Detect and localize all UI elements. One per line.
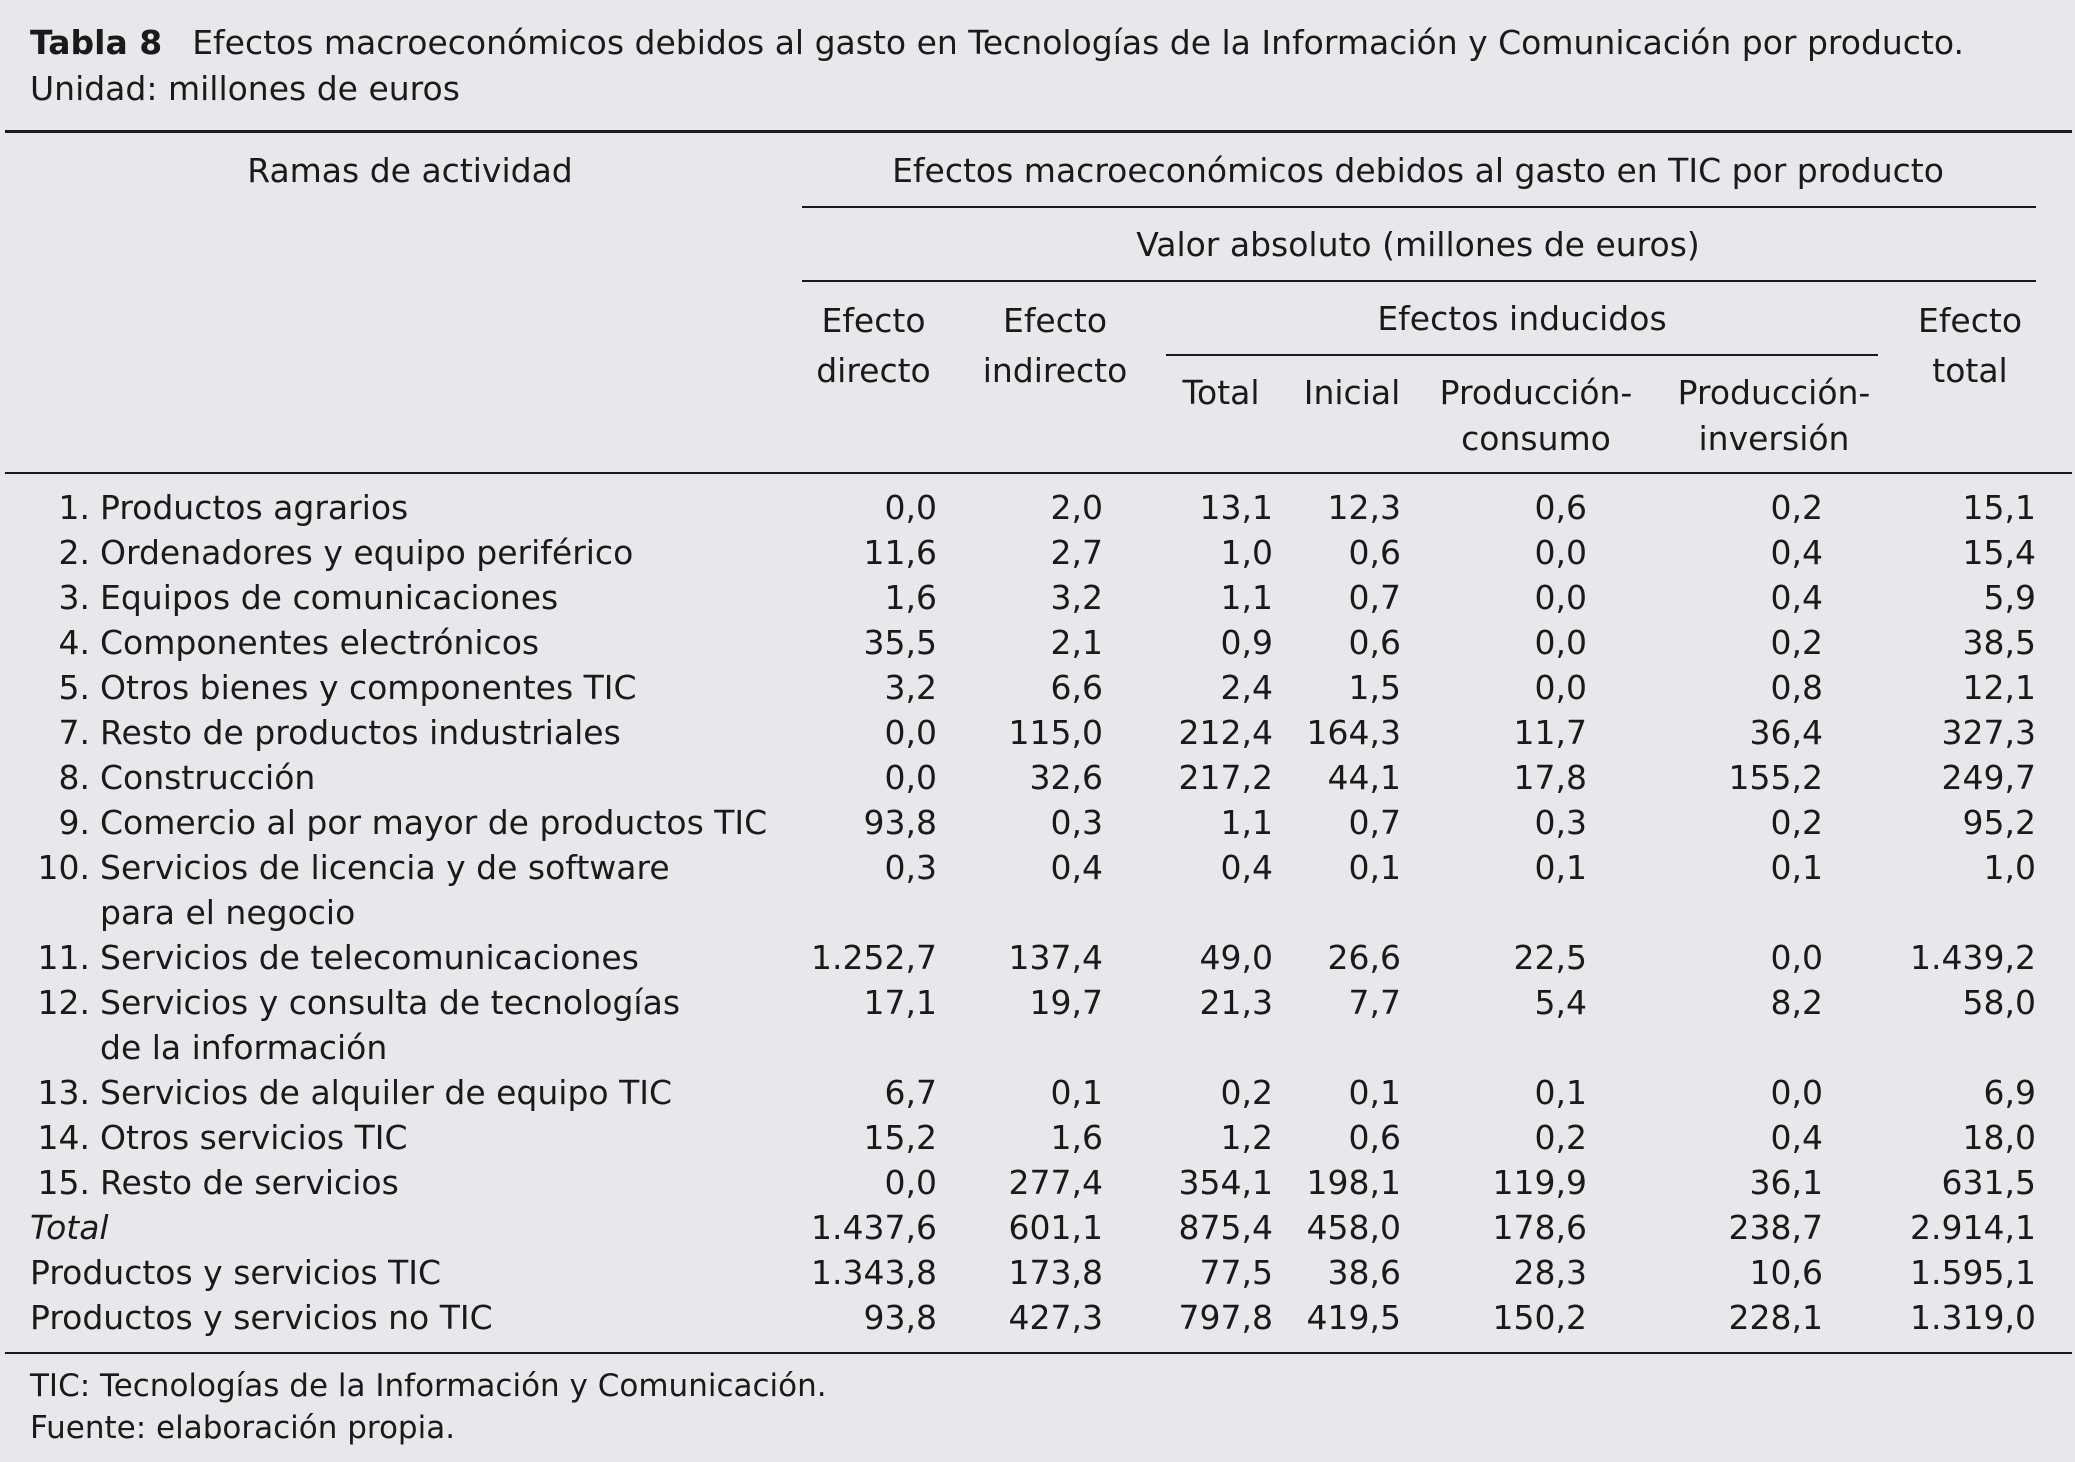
table-cell: 0,1 (1348, 848, 1401, 887)
row-name: Resto de servicios (100, 1163, 399, 1202)
summary-row (0, 1250, 2036, 1295)
row-name: Otros bienes y componentes TIC (100, 668, 637, 707)
table-cell: 5,4 (1534, 983, 1587, 1022)
table-cell: 15,1 (1962, 488, 2036, 527)
table-cell: 93,8 (863, 803, 937, 842)
table-cell: 173,8 (1008, 1253, 1103, 1292)
table-cell: 875,4 (1178, 1208, 1273, 1247)
row-name: Componentes electrónicos (100, 623, 540, 662)
header-inicial: Inicial (1303, 373, 1401, 412)
table-cell: 26,6 (1327, 938, 1401, 977)
table-cell: 15,2 (863, 1118, 937, 1157)
header-efecto-total (1900, 296, 2040, 396)
table-cell: 601,1 (1008, 1208, 1103, 1247)
row-label (0, 980, 800, 1070)
table-cell: 1,0 (1983, 848, 2036, 887)
table-cell: 0,1 (1534, 848, 1587, 887)
table-cell: 0,4 (1050, 848, 1103, 887)
table-label: Tabla 8 (30, 23, 163, 62)
table-cell: 1,6 (884, 578, 937, 617)
row-name: Total (30, 1208, 109, 1247)
table-row (0, 1160, 2036, 1205)
table-cell: 155,2 (1728, 758, 1823, 797)
table-cell: 0,2 (1770, 803, 1823, 842)
header-ramas-de-actividad: Ramas de actividad (247, 151, 573, 190)
row-label (0, 620, 800, 665)
table-cell: 2,4 (1220, 668, 1273, 707)
table-cell: 0,0 (1534, 623, 1587, 662)
table-cell: 0,3 (884, 848, 937, 887)
row-number: 13. (37, 1073, 90, 1112)
table-cell: 12,3 (1327, 488, 1401, 527)
table-cell: 1,1 (1220, 578, 1273, 617)
row-name: Servicios de alquiler de equipo TIC (100, 1073, 673, 1112)
header-efectos-inducidos: Efectos inducidos (1377, 299, 1667, 338)
row-number: 3. (58, 578, 90, 617)
row-number: 11. (37, 938, 90, 977)
table-cell: 12,1 (1962, 668, 2036, 707)
table-cell: 797,8 (1178, 1298, 1273, 1337)
table-cell: 0,1 (1348, 1073, 1401, 1112)
row-name: Equipos de comunicaciones (100, 578, 559, 617)
table-cell: 0,0 (1534, 668, 1587, 707)
header-efecto-directo-line1: Efecto (821, 301, 926, 340)
table-cell: 3,2 (884, 668, 937, 707)
row-number: 12. (37, 983, 90, 1022)
table-cell: 38,6 (1327, 1253, 1401, 1292)
table-cell: 0,6 (1348, 533, 1401, 572)
header-efecto-indirecto-line2: indirecto (982, 351, 1128, 390)
table-row (0, 1115, 2036, 1160)
table-cell: 427,3 (1008, 1298, 1103, 1337)
table-cell: 419,5 (1306, 1298, 1401, 1337)
header-efecto-directo (805, 296, 942, 396)
row-number: 8. (58, 758, 90, 797)
table-cell: 17,1 (863, 983, 937, 1022)
row-number: 7. (58, 713, 90, 752)
table-row (0, 980, 2036, 1070)
table-cell: 228,1 (1728, 1298, 1823, 1337)
table-cell: 0,4 (1770, 1118, 1823, 1157)
table-unit: Unidad: millones de euros (30, 69, 460, 108)
summary-row (0, 1205, 2036, 1250)
row-label (0, 1160, 800, 1205)
header-bottom-rule (5, 472, 2072, 474)
table-cell: 0,0 (884, 713, 937, 752)
table-cell: 6,6 (1050, 668, 1103, 707)
table-cell: 0,0 (884, 1163, 937, 1202)
table-title: Efectos macroeconómicos debidos al gasto en Tecnologías de la Información y Comunicación por producto. (192, 23, 1964, 62)
table-cell: 1,0 (1220, 533, 1273, 572)
table-cell: 0,0 (1534, 578, 1587, 617)
table-cell: 13,1 (1199, 488, 1273, 527)
subgroup-rule (802, 280, 2036, 282)
table-cell: 137,4 (1008, 938, 1103, 977)
top-rule (5, 130, 2072, 133)
table-cell: 0,3 (1050, 803, 1103, 842)
table-cell: 11,7 (1513, 713, 1587, 752)
row-name: Servicios de telecomunicaciones (100, 938, 639, 977)
table-cell: 11,6 (863, 533, 937, 572)
header-produccion-inversion (1665, 370, 1883, 462)
table-cell: 0,1 (1534, 1073, 1587, 1112)
table-bottom-rule (5, 1352, 2072, 1354)
table-row (0, 620, 2036, 665)
table-cell: 0,4 (1770, 578, 1823, 617)
header-total: Total (1182, 373, 1260, 412)
row-name: Productos y servicios TIC (30, 1253, 442, 1292)
table-cell: 0,3 (1534, 803, 1587, 842)
table-cell: 0,7 (1348, 803, 1401, 842)
table-cell: 1.439,2 (1910, 938, 2036, 977)
table-cell: 0,0 (1770, 1073, 1823, 1112)
table-cell: 1.437,6 (811, 1208, 937, 1247)
table-row (0, 485, 2036, 530)
table-cell: 1.595,1 (1910, 1253, 2036, 1292)
table-cell: 354,1 (1178, 1163, 1273, 1202)
table-cell: 2,0 (1050, 488, 1103, 527)
row-name: Comercio al por mayor de productos TIC (100, 803, 768, 842)
table-cell: 2,7 (1050, 533, 1103, 572)
row-name: Otros servicios TIC (100, 1118, 408, 1157)
row-label (0, 755, 800, 800)
table-cell: 28,3 (1513, 1253, 1587, 1292)
row-name: Servicios de licencia y de software (100, 848, 670, 887)
table-cell: 22,5 (1513, 938, 1587, 977)
row-name: Resto de productos industriales (100, 713, 621, 752)
table-cell: 631,5 (1941, 1163, 2036, 1202)
row-label (0, 800, 800, 845)
header-efecto-indirecto-line1: Efecto (1002, 301, 1108, 340)
header-produccion-consumo (1430, 370, 1642, 462)
row-number: 15. (37, 1163, 90, 1202)
table-cell: 178,6 (1492, 1208, 1587, 1247)
table-cell: 0,7 (1348, 578, 1401, 617)
table-row (0, 1070, 2036, 1115)
table-cell: 95,2 (1962, 803, 2036, 842)
row-number: 14. (37, 1118, 90, 1157)
data-table (0, 485, 2036, 1340)
row-name: Ordenadores y equipo periférico (100, 533, 634, 572)
table-cell: 93,8 (863, 1298, 937, 1337)
table-cell: 327,3 (1941, 713, 2036, 752)
table-cell: 19,7 (1029, 983, 1103, 1022)
row-label (0, 1115, 800, 1160)
table-cell: 164,3 (1306, 713, 1401, 752)
table-cell: 0,2 (1220, 1073, 1273, 1112)
table-cell: 0,4 (1220, 848, 1273, 887)
table-cell: 0,9 (1220, 623, 1273, 662)
row-name: Construcción (100, 758, 316, 797)
row-number: 5. (58, 668, 90, 707)
table-cell: 10,6 (1749, 1253, 1823, 1292)
table-cell: 119,9 (1492, 1163, 1587, 1202)
table-cell: 17,8 (1513, 758, 1587, 797)
table-row (0, 845, 2036, 935)
table-cell: 0,2 (1534, 1118, 1587, 1157)
row-label (0, 575, 800, 620)
table-cell: 1.319,0 (1910, 1298, 2036, 1337)
row-label (0, 665, 800, 710)
footnote-tic: TIC: Tecnologías de la Información y Comunicación. (30, 1368, 827, 1404)
row-label (0, 485, 800, 530)
table-cell: 1,5 (1348, 668, 1401, 707)
table-cell: 77,5 (1199, 1253, 1273, 1292)
footnote-source: Fuente: elaboración propia. (30, 1410, 456, 1446)
table-cell: 35,5 (863, 623, 937, 662)
row-label (0, 1070, 800, 1115)
table-cell: 217,2 (1178, 758, 1273, 797)
table-cell: 0,0 (884, 488, 937, 527)
inducidos-rule (1166, 354, 1878, 356)
table-cell: 150,2 (1492, 1298, 1587, 1337)
table-cell: 49,0 (1199, 938, 1273, 977)
table-cell: 0,2 (1770, 623, 1823, 662)
table-row (0, 665, 2036, 710)
header-group-title: Efectos macroeconómicos debidos al gasto en TIC por producto (892, 151, 1944, 190)
table-cell: 0,0 (1534, 533, 1587, 572)
table-cell: 36,1 (1749, 1163, 1823, 1202)
row-label (0, 1295, 800, 1340)
table-cell: 1.252,7 (811, 938, 937, 977)
header-efecto-total-line1: Efecto (1917, 301, 2023, 340)
row-number: 1. (58, 488, 90, 527)
table-cell: 6,9 (1983, 1073, 2036, 1112)
table-row (0, 800, 2036, 845)
table-cell: 238,7 (1728, 1208, 1823, 1247)
footnotes (30, 1365, 827, 1449)
table-cell: 36,4 (1749, 713, 1823, 752)
table-cell: 6,7 (884, 1073, 937, 1112)
table-caption (30, 20, 1964, 112)
row-number: 10. (37, 848, 90, 887)
row-name: Servicios y consulta de tecnologías (100, 983, 681, 1022)
row-label (0, 530, 800, 575)
table-cell: 0,8 (1770, 668, 1823, 707)
table-cell: 8,2 (1770, 983, 1823, 1022)
table-cell: 0,6 (1348, 623, 1401, 662)
row-name-continuation: de la información (100, 1028, 388, 1067)
table-cell: 2.914,1 (1910, 1208, 2036, 1247)
header-efecto-total-line2: total (1932, 351, 2008, 390)
table-cell: 0,6 (1534, 488, 1587, 527)
table-cell: 1.343,8 (811, 1253, 937, 1292)
row-label (0, 710, 800, 755)
table-cell: 458,0 (1306, 1208, 1401, 1247)
table-cell: 249,7 (1941, 758, 2036, 797)
table-cell: 21,3 (1199, 983, 1273, 1022)
table-row (0, 530, 2036, 575)
table-cell: 1,1 (1220, 803, 1273, 842)
row-label (0, 1205, 800, 1250)
table-cell: 212,4 (1178, 713, 1273, 752)
row-number: 9. (58, 803, 90, 842)
table-cell: 198,1 (1306, 1163, 1401, 1202)
header-efecto-indirecto (960, 296, 1150, 396)
table-cell: 1,6 (1050, 1118, 1103, 1157)
table-cell: 58,0 (1962, 983, 2036, 1022)
table-cell: 32,6 (1029, 758, 1103, 797)
table-cell: 0,1 (1050, 1073, 1103, 1112)
table-cell: 0,6 (1348, 1118, 1401, 1157)
table-cell: 0,0 (1770, 938, 1823, 977)
table-cell: 3,2 (1050, 578, 1103, 617)
header-produccion-inversion-line1: Producción- (1677, 373, 1871, 412)
header-produccion-inversion-line2: inversión (1698, 419, 1850, 458)
row-name-continuation: para el negocio (100, 893, 356, 932)
table-cell: 0,1 (1770, 848, 1823, 887)
header-subgroup-title: Valor absoluto (millones de euros) (1136, 225, 1700, 264)
row-number: 4. (58, 623, 90, 662)
row-name: Productos agrarios (100, 488, 409, 527)
row-label (0, 935, 800, 980)
row-number: 2. (58, 533, 90, 572)
summary-row (0, 1295, 2036, 1340)
table-cell: 5,9 (1983, 578, 2036, 617)
table-cell: 115,0 (1008, 713, 1103, 752)
header-produccion-consumo-line2: consumo (1461, 419, 1611, 458)
table-cell: 0,2 (1770, 488, 1823, 527)
table-cell: 15,4 (1962, 533, 2036, 572)
table-cell: 2,1 (1050, 623, 1103, 662)
table-row (0, 710, 2036, 755)
row-label (0, 1250, 800, 1295)
table-cell: 0,0 (884, 758, 937, 797)
table-cell: 7,7 (1348, 983, 1401, 1022)
table-cell: 277,4 (1008, 1163, 1103, 1202)
row-name: Productos y servicios no TIC (30, 1298, 493, 1337)
table-cell: 1,2 (1220, 1118, 1273, 1157)
table-row (0, 935, 2036, 980)
header-efecto-directo-line2: directo (816, 351, 931, 390)
table-cell: 44,1 (1327, 758, 1401, 797)
table-cell: 18,0 (1962, 1118, 2036, 1157)
group-rule (802, 206, 2036, 208)
table-cell: 0,4 (1770, 533, 1823, 572)
table-row (0, 575, 2036, 620)
table-row (0, 755, 2036, 800)
header-produccion-consumo-line1: Producción- (1439, 373, 1633, 412)
row-label (0, 845, 800, 935)
table-cell: 38,5 (1962, 623, 2036, 662)
